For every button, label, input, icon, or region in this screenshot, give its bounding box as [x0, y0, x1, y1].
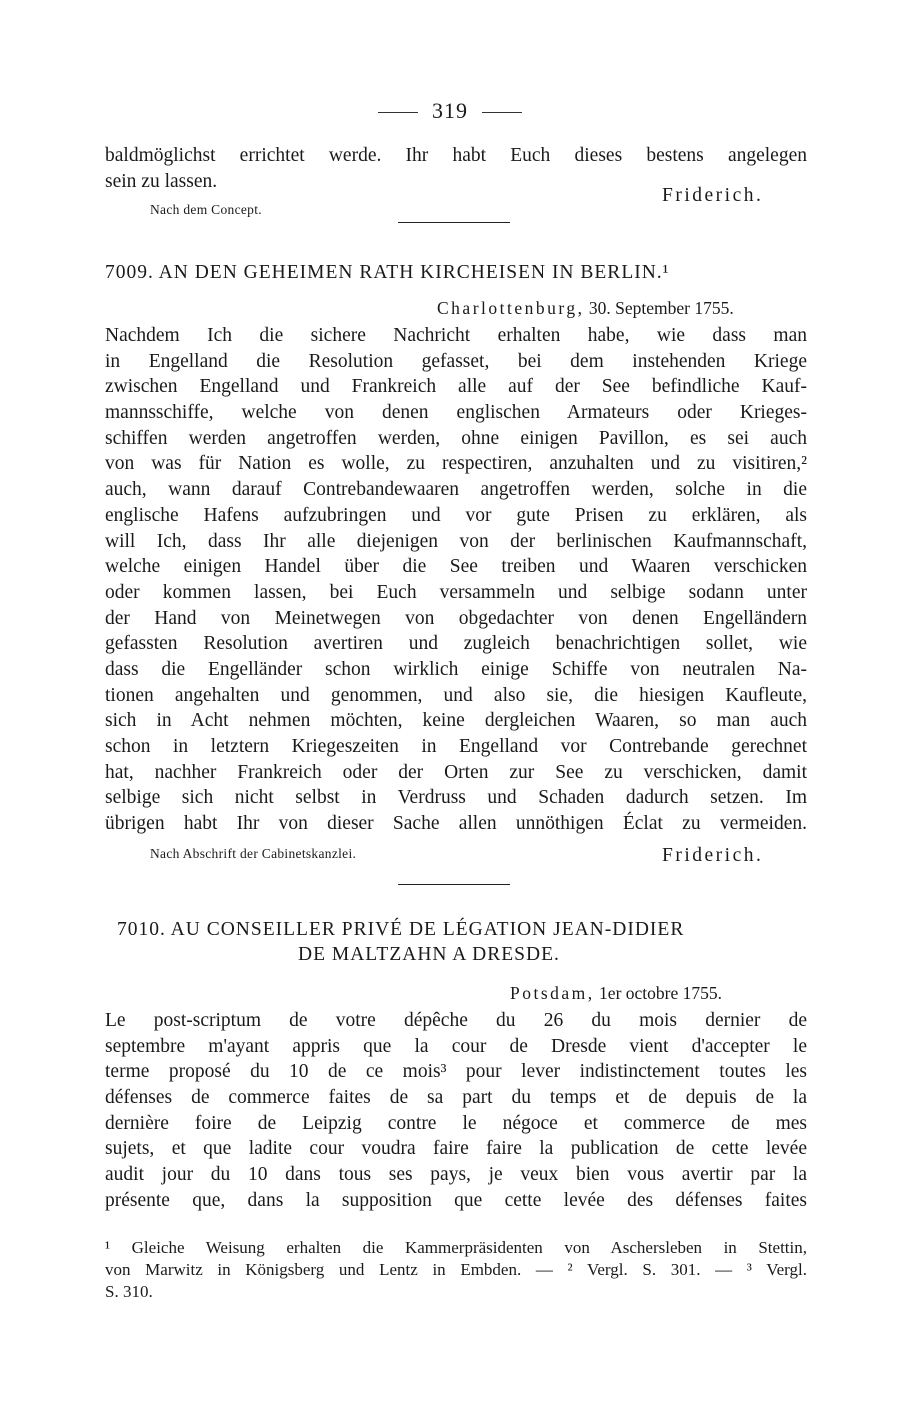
- text-line: in Engelland die Resolution gefasset, bei dem instehenden Kriege: [105, 350, 807, 372]
- section-divider: [398, 222, 510, 223]
- text-line: schiffen werden angetroffen werden, ohne einigen Pavillon, es sei auch: [105, 427, 807, 449]
- dateline-date: 1er octobre 1755.: [599, 983, 722, 1003]
- page-number-dash-right: [482, 112, 522, 113]
- source-note: Nach Abschrift der Cabinetskanzlei.: [150, 846, 357, 861]
- text-line: sujets, et que ladite cour voudra faire faire la publication de cette levée: [105, 1138, 807, 1160]
- section-divider: [398, 884, 510, 885]
- text-line: défenses de commerce faites de sa part du temps et de depuis de la: [105, 1087, 807, 1109]
- text-line: présente que, dans la supposition que cette levée des défenses faites: [105, 1189, 807, 1211]
- text-line: baldmöglichst errichtet werde. Ihr habt Euch dieses bestens angelegen: [105, 145, 807, 166]
- text-line: übrigen habt Ihr von dieser Sache allen unnöthigen Éclat zu vermeiden.: [105, 813, 807, 835]
- text-line: dass die Engelländer schon wirklich einige Schiffe von neutralen Na-: [105, 658, 807, 680]
- text-line: terme proposé du 10 de ce mois³ pour lever indistinctement toutes les: [105, 1061, 807, 1083]
- footnotes: [105, 1237, 807, 1303]
- text-line: septembre m'ayant appris que la cour de Dresde vient d'accepter le: [105, 1035, 807, 1057]
- text-line: gefassten Resolution avertiren und zugleich benachrichtigen sollet, wie: [105, 633, 807, 655]
- text-line: Nachdem Ich die sichere Nachricht erhalten habe, wie dass man: [105, 325, 807, 346]
- page-number: 319: [0, 98, 900, 124]
- dateline-date: 30. September 1755.: [588, 298, 734, 318]
- text-line: tionen angehalten und genommen, und also sie, die hiesigen Kaufleute,: [105, 684, 807, 706]
- dateline-place: Potsdam,: [510, 983, 595, 1003]
- letter-body: [105, 1008, 807, 1214]
- text-line: sich in Acht nehmen möchten, keine dergleichen Waaren, so man auch: [105, 710, 807, 732]
- letter-heading: 7010. AU CONSEILLER PRIVÉ DE LÉGATION JEAN-DIDIER: [117, 919, 685, 940]
- source-note: Nach dem Concept.: [150, 202, 262, 217]
- text-line: oder kommen lassen, bei Euch versammeln und selbige sodann unter: [105, 581, 807, 603]
- dateline: [437, 298, 734, 319]
- text-line: sein zu lassen.: [105, 170, 218, 192]
- signature: Friderich.: [662, 845, 764, 866]
- text-line: schon in letztern Kriegeszeiten in Engelland vor Contrebande gerechnet: [105, 736, 807, 757]
- letter-heading-continued: DE MALTZAHN A DRESDE.: [298, 944, 560, 965]
- page-number-dash-left: [378, 112, 418, 113]
- footnote-line: von Marwitz in Königsberg und Lentz in Embden. — ² Vergl. S. 301. — ³ Vergl.: [105, 1260, 807, 1279]
- text-line: Le post-scriptum de votre dépêche du 26 du mois dernier de: [105, 1010, 807, 1031]
- text-line: mannsschiffe, welche von denen englischen Armateurs oder Krieges-: [105, 402, 807, 424]
- text-line: audit jour du 10 dans tous ses pays, je veux bien vous avertir par la: [105, 1164, 807, 1186]
- signature: Friderich.: [662, 185, 764, 206]
- text-line: von was für Nation es wolle, zu respectiren, anzuhalten und zu visitiren,²: [105, 453, 807, 475]
- text-line: englische Hafens aufzubringen und vor gute Prisen zu erklären, als: [105, 504, 807, 526]
- text-line: dernière foire de Leipzig contre le négoce et commerce de mes: [105, 1112, 807, 1134]
- dateline-place: Charlottenburg,: [437, 298, 585, 318]
- letter-heading: 7009. AN DEN GEHEIMEN RATH KIRCHEISEN IN BERLIN.¹: [105, 262, 670, 283]
- text-line: welche einigen Handel über die See treiben und Waaren verschicken: [105, 556, 807, 578]
- letter-body: [105, 323, 807, 837]
- footnote-line: S. 310.: [105, 1282, 153, 1301]
- text-line: will Ich, dass Ihr alle diejenigen von der berlinischen Kaufmannschaft,: [105, 530, 807, 552]
- text-line: selbige sich nicht selbst in Verdruss und Schaden dadurch setzen. Im: [105, 787, 807, 809]
- text-line: zwischen Engelland und Frankreich alle auf der See befindliche Kauf-: [105, 376, 807, 398]
- text-line: der Hand von Meinetwegen von obgedachter von denen Engelländern: [105, 607, 807, 629]
- footnote-line: ¹ Gleiche Weisung erhalten die Kammerpräsidenten von Aschersleben in Stettin,: [105, 1238, 807, 1257]
- dateline: [510, 983, 722, 1004]
- text-line: hat, nachher Frankreich oder der Orten zur See zu verschicken, damit: [105, 761, 807, 783]
- text-line: auch, wann darauf Contrebandewaaren angetroffen werden, solche in die: [105, 479, 807, 501]
